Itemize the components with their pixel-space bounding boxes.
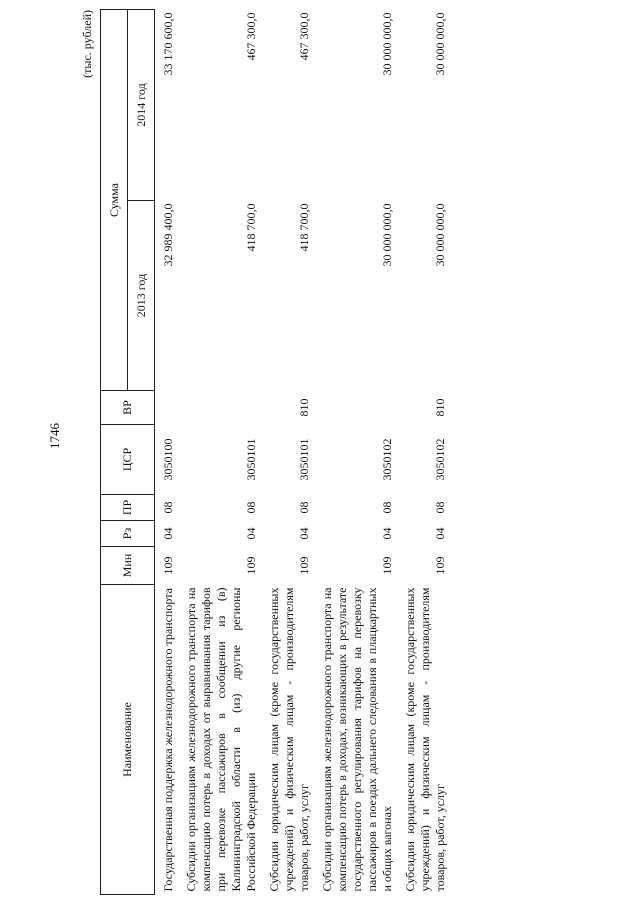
row-pr: 08	[433, 501, 447, 514]
row-pr: 08	[244, 501, 258, 514]
row-rz: 04	[297, 527, 311, 540]
row-min: 109	[161, 556, 175, 575]
row-pr: 08	[297, 501, 311, 514]
row-vr	[314, 391, 397, 425]
row-name: Субсидии юридическим лицам (кроме государственных учреждений) и физическим лицам - производителям товаров, работ, услуг	[267, 587, 311, 892]
row-min: 109	[380, 556, 394, 575]
table-row	[397, 9, 450, 894]
rotated-page-content	[80, 10, 640, 895]
row-rz: 04	[161, 527, 175, 540]
header-rz: Рз	[101, 521, 155, 547]
row-name: Государственная поддержка железнодорожного транспорта	[161, 588, 175, 892]
header-csr: ЦСР	[101, 425, 155, 495]
row-name: Субсидии организациям железнодорожного транспорта на компенсацию потерь в доходах, возникающих в результате государственного регулирования тарифов на перевозку пассажиров в поездах дальнего следования в плацкартных и общих вагонах	[320, 587, 394, 892]
row-csr: 3050101	[297, 438, 311, 481]
row-min: 109	[297, 556, 311, 575]
row-rz: 04	[244, 527, 258, 540]
row-vr: 810	[433, 398, 447, 417]
row-name: Субсидии юридическим лицам (кроме государственных учреждений) и физическим лицам - производителям товаров, работ, услуг	[403, 587, 447, 892]
row-rz: 04	[433, 527, 447, 540]
header-row-1	[101, 9, 128, 894]
header-min: Мин	[101, 547, 155, 585]
row-vr	[155, 391, 179, 425]
row-name: Субсидии организациям железнодорожного транспорта на компенсацию потерь в доходах от выравнивания тарифов при перевозке пассажиров в сообщении из (в) Калининградской области в (из) другие регионы Российской Федерации	[184, 587, 258, 892]
row-2013: 32 989 400,0	[161, 203, 175, 267]
row-csr: 3050102	[380, 438, 394, 481]
header-vr: ВР	[101, 391, 155, 425]
row-rz: 04	[380, 527, 394, 540]
row-2014: 467 300,0	[244, 12, 258, 61]
row-2014: 30 000 000,0	[380, 12, 394, 76]
table-row	[314, 9, 397, 894]
header-2014: 2014 год	[128, 9, 155, 200]
header-name: Наименование	[101, 585, 155, 895]
row-min: 109	[244, 556, 258, 575]
table-row	[178, 9, 261, 894]
row-pr: 08	[161, 501, 175, 514]
table-row	[261, 9, 314, 894]
row-2013: 418 700,0	[244, 203, 258, 252]
row-2014: 467 300,0	[297, 12, 311, 61]
row-vr	[178, 391, 261, 425]
row-vr: 810	[297, 398, 311, 417]
budget-table	[100, 9, 450, 895]
table-row	[155, 9, 179, 894]
header-pr: ПР	[101, 495, 155, 521]
row-2014: 30 000 000,0	[433, 12, 447, 76]
row-csr: 3050101	[244, 438, 258, 481]
row-csr: 3050102	[433, 438, 447, 481]
row-2013: 418 700,0	[297, 203, 311, 252]
row-2014: 33 170 600,0	[161, 12, 175, 76]
row-csr: 3050100	[161, 438, 175, 481]
row-2013: 30 000 000,0	[380, 203, 394, 267]
page-number: 1746	[47, 423, 62, 449]
row-2013: 30 000 000,0	[433, 203, 447, 267]
header-2013: 2013 год	[128, 201, 155, 391]
row-min: 109	[433, 556, 447, 575]
row-pr: 08	[380, 501, 394, 514]
header-sum: Сумма	[101, 9, 128, 390]
units-label: (тыс. рублей)	[80, 10, 94, 78]
